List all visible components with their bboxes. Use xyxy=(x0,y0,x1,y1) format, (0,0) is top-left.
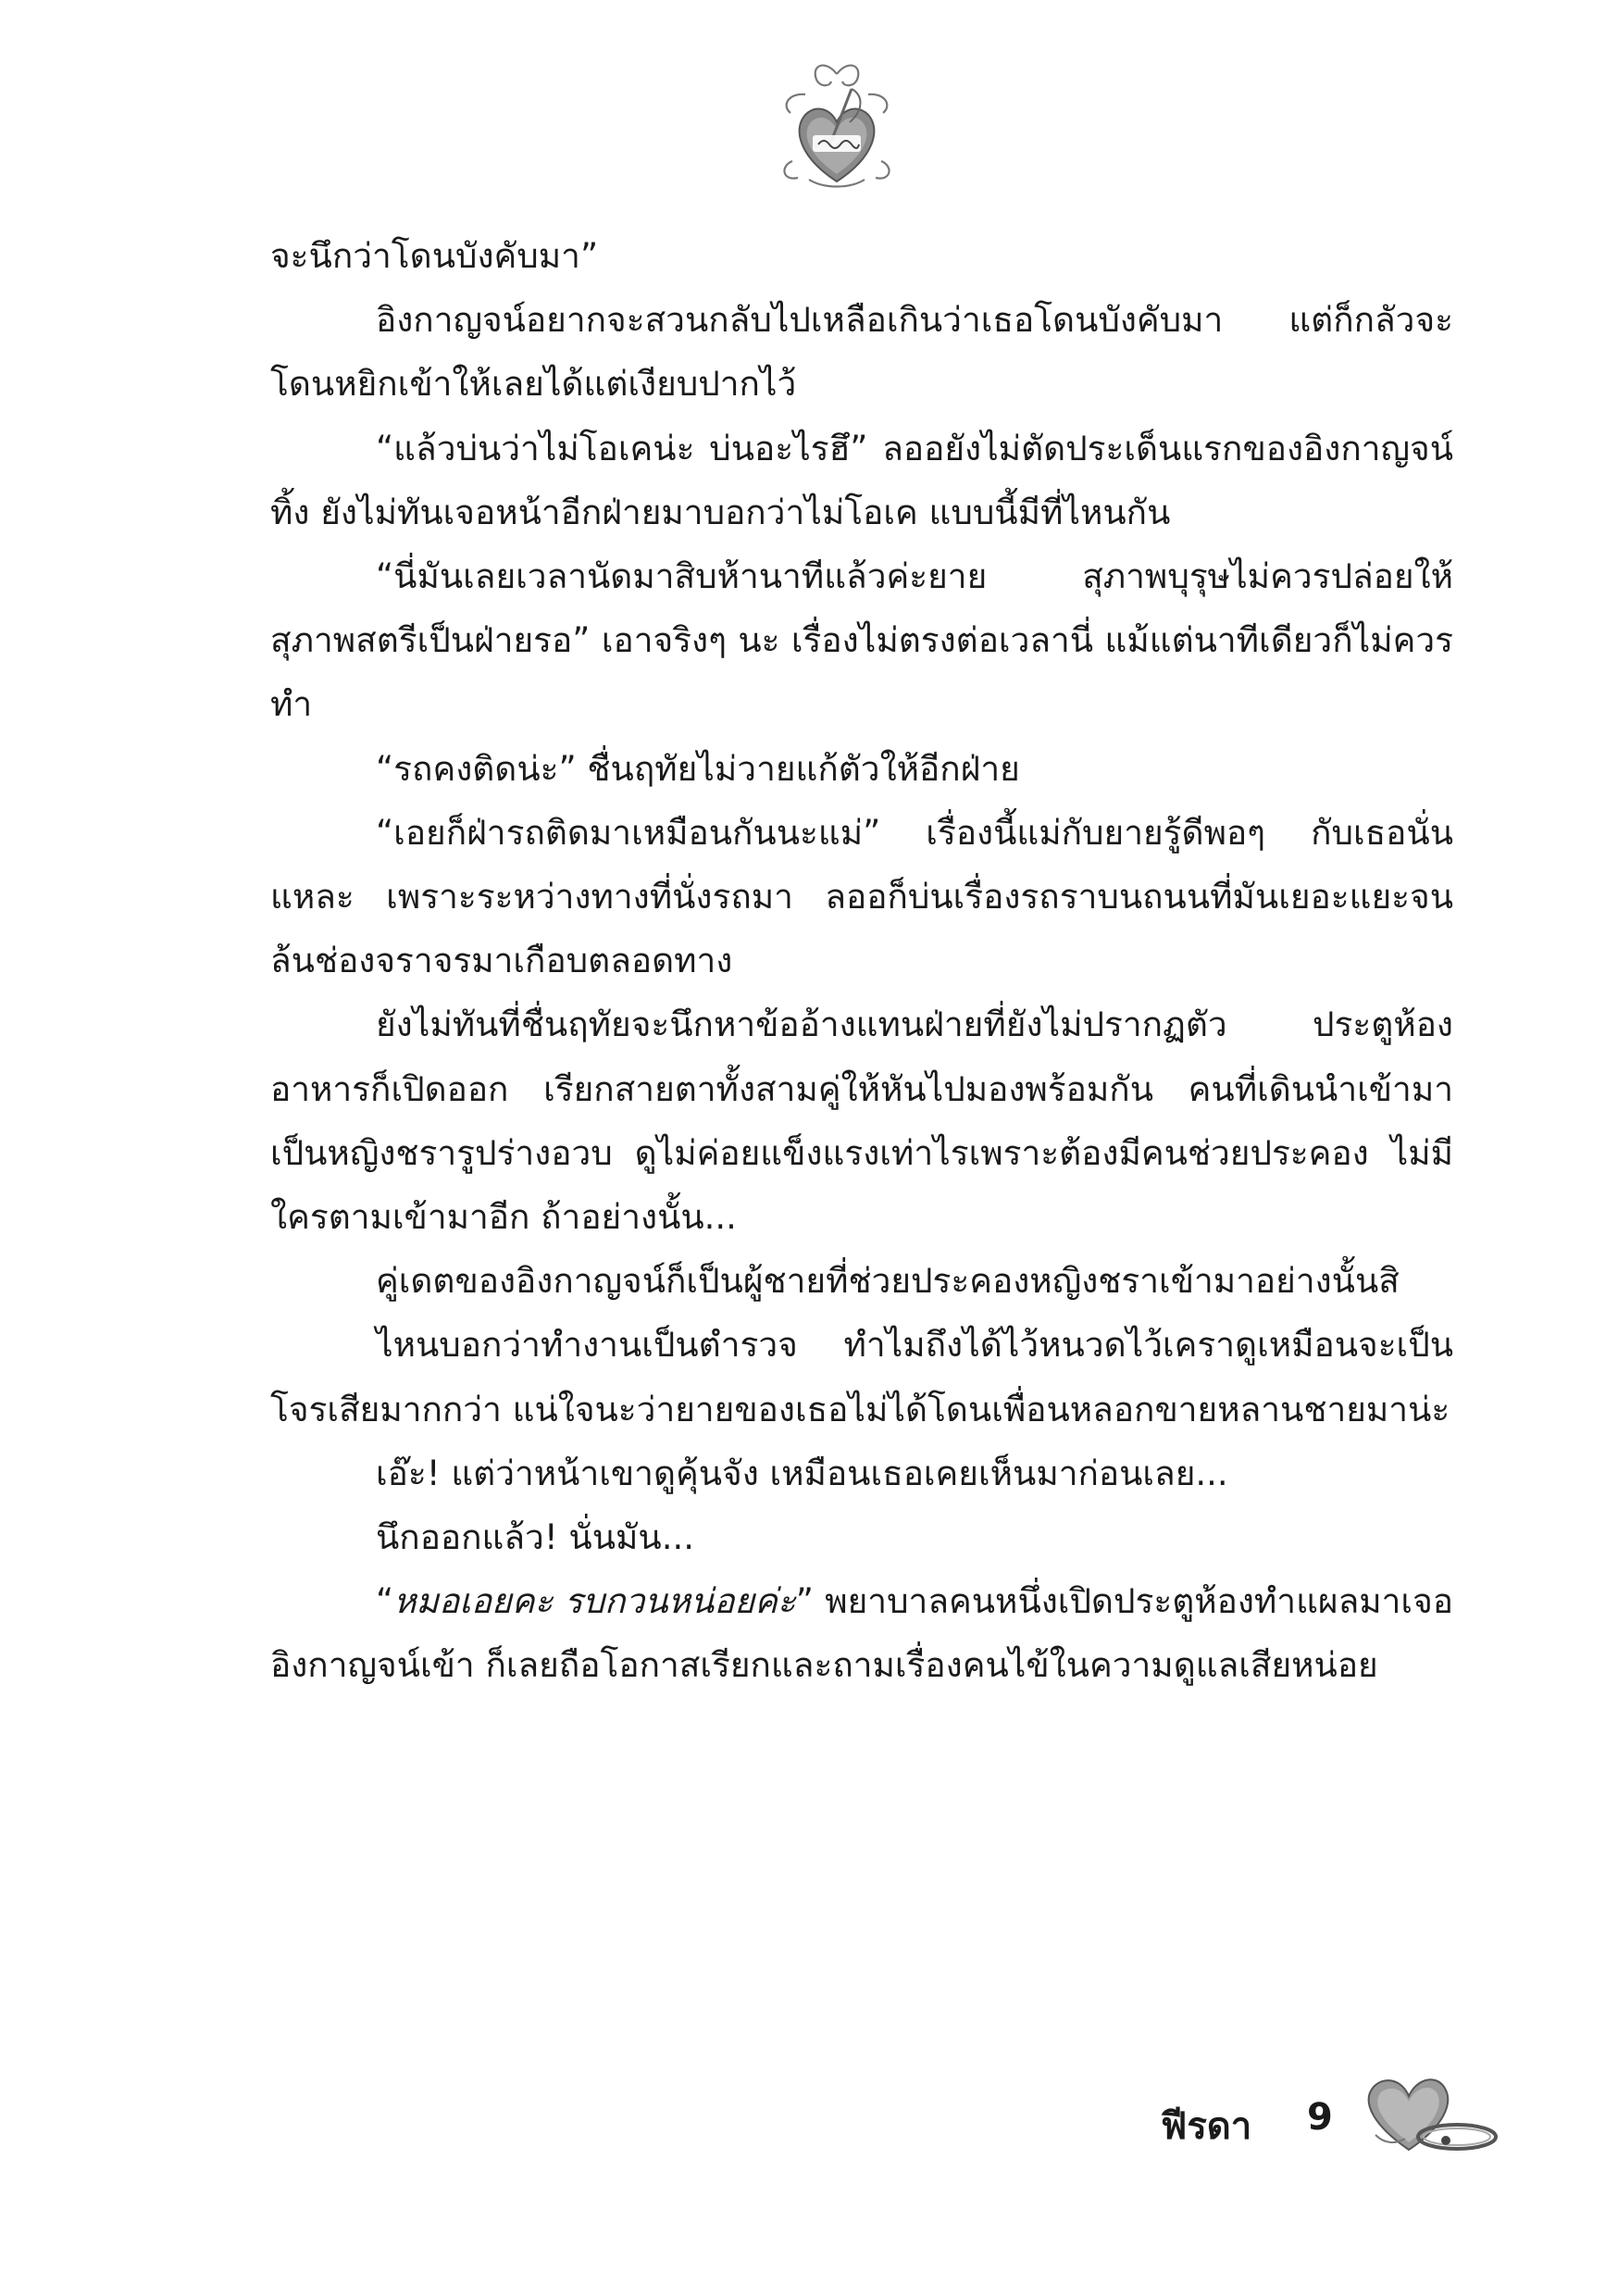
paragraph-rest: พยาบาลคนหนึ่งเปิดประตูห้องทำแผลมาเจออิงกาญจน์เข้า ก็เลยถือโอกาสเรียกและถามเรื่องคนไข้ในความดูแลเสียหน่อย xyxy=(270,1581,1453,1686)
page-number: 9 xyxy=(1307,2096,1333,2139)
paragraph: เอ๊ะ! แต่ว่าหน้าเขาดูคุ้นจัง เหมือนเธอเคยเห็นมาก่อนเลย... xyxy=(376,1453,1228,1493)
paragraph xyxy=(270,1569,1453,1697)
paragraph: ยังไม่ทันที่ชื่นฤทัยจะนึกหาข้ออ้างแทนฝ่ายที่ยังไม่ปรากฏตัว ประตูห้องอาหารก็เปิดออก เรียกสายตาทั้งสามคู่ให้หันไปมองพร้อมกัน คนที่เดินนำเข้ามาเป็นหญิงชรารูปร่างอวบ ดูไม่ค่อยแข็งแรงเท่าไรเพราะต้องมีคนช่วยประคอง ไม่มีใครตามเข้ามาอีก ถ้าอย่างนั้น... xyxy=(270,1004,1453,1238)
footer-title: ฟีรดา xyxy=(1161,2105,1252,2148)
paragraph: จะนึกว่าโดนบังคับมา” xyxy=(270,236,599,276)
italic-dialogue: หมอเอยคะ รบกวนหน่อยค่ะ xyxy=(393,1581,796,1622)
header-emblem-icon xyxy=(772,57,902,196)
heart-ring-icon xyxy=(1353,2065,1501,2166)
paragraph: “เอยก็ฝ่ารถติดมาเหมือนกันนะแม่” เรื่องนี้แม่กับยายรู้ดีพอๆ กับเธอนั่นแหละ เพราะระหว่างทางที่นั่งรถมา ลออก็บ่นเรื่องรถราบนถนนที่มันเยอะแยะจนล้นช่องจราจรมาเกือบตลอดทาง xyxy=(270,812,1453,981)
quote-open: “ xyxy=(376,1581,394,1622)
paragraph: อิงกาญจน์อยากจะสวนกลับไปเหลือเกินว่าเธอโดนบังคับมา แต่ก็กลัวจะโดนหยิกเข้าให้เลยได้แต่เงียบปากไว้ xyxy=(270,300,1453,405)
paragraph: คู่เดตของอิงกาญจน์ก็เป็นผู้ชายที่ช่วยประคองหญิงชราเข้ามาอย่างนั้นสิ xyxy=(376,1261,1400,1302)
quote-close: ” xyxy=(795,1581,814,1622)
page-footer xyxy=(1111,2065,1500,2166)
body-text xyxy=(270,224,1453,1698)
paragraph: “แล้วบ่นว่าไม่โอเคน่ะ บ่นอะไรฮึ” ลออยังไม่ตัดประเด็นแรกของอิงกาญจน์ทิ้ง ยังไม่ทันเจอหน้าอีกฝ่ายมาบอกว่าไม่โอเค แบบนี้มีที่ไหนกัน xyxy=(270,428,1453,532)
paragraph: ไหนบอกว่าทำงานเป็นตำรวจ ทำไมถึงได้ไว้หนวดไว้เคราดูเหมือนจะเป็นโจรเสียมากกว่า แน่ใจนะว่ายายของเธอไม่ได้โดนเพื่อนหลอกขายหลานชายมาน่ะ xyxy=(270,1325,1453,1429)
paragraph: นึกออกแล้ว! นั่นมัน... xyxy=(376,1517,694,1558)
paragraph: “นี่มันเลยเวลานัดมาสิบห้านาทีแล้วค่ะยาย สุภาพบุรุษไม่ควรปล่อยให้สุภาพสตรีเป็นฝ่ายรอ” เอาจริงๆ นะ เรื่องไม่ตรงต่อเวลานี่ แม้แต่นาทีเดียวก็ไม่ควรทำ xyxy=(270,556,1453,725)
paragraph: “รถคงติดน่ะ” ชื่นฤทัยไม่วายแก้ตัวให้อีกฝ่าย xyxy=(376,748,1020,789)
